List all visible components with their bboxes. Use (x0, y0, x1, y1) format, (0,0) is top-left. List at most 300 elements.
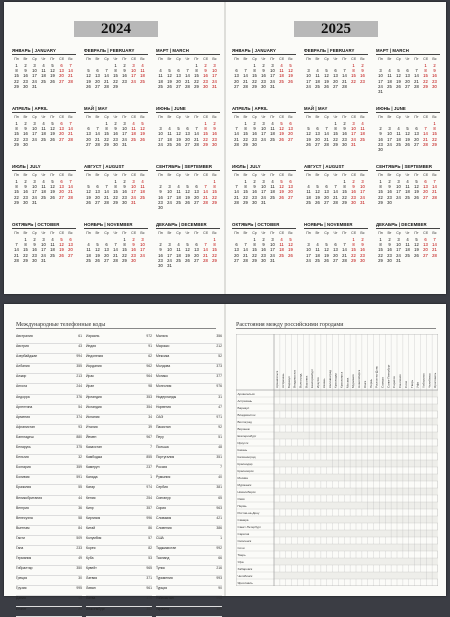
month-title: СЕНТЯБРЬ | SEPTEMBER (156, 164, 220, 171)
phone-code-row (16, 496, 82, 506)
day-cell: 25 (41, 136, 46, 142)
day-cell: 4 (307, 184, 310, 190)
day-cell: 12 (279, 126, 284, 132)
day-cell: 30 (113, 141, 118, 147)
country-code: 963 (216, 505, 222, 510)
day-cell: 26 (324, 257, 329, 263)
day-cell: 22 (378, 252, 383, 258)
country-code: 244 (76, 384, 82, 389)
day-cell: 1 (424, 63, 427, 68)
country-name: Молдова (156, 364, 171, 369)
country-code: 7 (150, 445, 152, 450)
day-cell: 11 (405, 242, 410, 248)
country-name: Таиланд (156, 556, 170, 561)
phone-code-row (156, 344, 222, 354)
city-col-label: Астрахань (280, 373, 285, 388)
day-cell: 20 (333, 252, 338, 258)
month-title: ФЕВРАЛЬ | FEBRUARY (304, 48, 368, 55)
day-cell: 7 (433, 237, 436, 242)
month-block (376, 48, 440, 94)
day-cell: 20 (95, 78, 100, 84)
day-cell: 17 (167, 194, 172, 200)
city-col-label: Омск (362, 380, 367, 388)
city-row-label: Воронеж (237, 427, 250, 432)
day-cell: 17 (122, 131, 127, 137)
day-cell: 6 (235, 242, 238, 248)
day-cell: 28 (113, 257, 118, 263)
country-name: Венесуэла (16, 515, 33, 520)
day-cell: 12 (315, 189, 320, 195)
day-cell: 7 (105, 184, 108, 190)
month-title: ИЮНЬ | JUNE (156, 106, 220, 113)
day-cell: 28 (234, 199, 239, 205)
day-cell: 14 (234, 131, 239, 137)
country-name: Пакистан (156, 424, 171, 429)
country-code: 65 (218, 495, 222, 500)
weekday-header: Пн Вт Ср Чт Пт Сб Вс (306, 115, 365, 119)
day-cell: 25 (270, 194, 275, 200)
day-cell: 3 (262, 179, 265, 184)
day-cell: 25 (306, 199, 311, 205)
weekday-header: Пн Вт Ср Чт Пт Сб Вс (158, 173, 217, 177)
day-cell: 10 (131, 68, 136, 74)
day-cell: 31 (396, 257, 401, 263)
day-cell: 11 (279, 242, 284, 248)
day-cell: 30 (261, 83, 266, 89)
day-cell: 24 (387, 141, 392, 147)
weekday-header: Пн Вт Ср Чт Пт Сб Вс (306, 57, 365, 61)
month-block (304, 106, 368, 147)
city-col-label: Хабаровск (421, 373, 426, 388)
day-grid (232, 121, 296, 147)
phone-code-row (16, 576, 82, 586)
day-cell: 6 (289, 179, 292, 184)
country-code: 98 (148, 384, 152, 389)
day-grid (12, 63, 76, 89)
city-col-label: Владивосток (292, 370, 297, 388)
day-cell: 22 (252, 78, 257, 84)
day-cell: 19 (414, 189, 419, 195)
day-cell: 13 (176, 73, 181, 79)
country-code: 43 (78, 344, 82, 349)
country-name: Киргизия (86, 515, 101, 520)
month-title: ЯНВАРЬ | JANUARY (232, 48, 296, 55)
day-cell: 9 (159, 247, 162, 253)
day-cell: 10 (261, 126, 266, 132)
day-cell: 4 (42, 179, 45, 184)
month-block (84, 222, 148, 263)
day-cell: 1 (379, 237, 382, 242)
country-name: Турция (156, 586, 168, 591)
day-cell: 1 (114, 179, 117, 184)
day-cell: 15 (351, 73, 356, 79)
day-cell: 30 (252, 141, 257, 147)
country-name: Аргентина (16, 404, 33, 409)
country-name: Сингапур (156, 495, 171, 500)
country-code: 967 (146, 434, 152, 439)
country-name: Германия (16, 556, 32, 561)
month-block (376, 222, 440, 263)
day-cell: 3 (159, 126, 162, 132)
day-cell: 14 (414, 73, 419, 79)
day-cell: 22 (243, 136, 248, 142)
day-cell: 17 (261, 131, 266, 137)
day-cell: 13 (405, 73, 410, 79)
day-cell: 2 (24, 179, 27, 184)
city-row-label: Смоленск (237, 539, 252, 544)
city-col-label: Самара (380, 377, 385, 388)
day-cell: 8 (253, 242, 256, 248)
country-code: 91 (148, 344, 152, 349)
country-code: 386 (216, 525, 222, 530)
day-cell: 6 (316, 126, 319, 132)
phone-code-row (16, 506, 82, 516)
weekday-header: Пн Вт Ср Чт Пт Сб Вс (86, 231, 145, 235)
day-cell: 21 (194, 136, 199, 142)
day-cell: 30 (252, 199, 257, 205)
day-cell: 22 (14, 136, 19, 142)
day-cell: 29 (104, 141, 109, 147)
day-cell: 17 (131, 73, 136, 79)
month-block (376, 106, 440, 152)
country-code: 381 (216, 485, 222, 490)
day-cell: 2 (114, 121, 117, 126)
day-grid (376, 121, 440, 152)
phone-code-row (16, 546, 82, 556)
day-cell: 15 (243, 131, 248, 137)
day-cell: 23 (32, 252, 37, 258)
day-cell: 7 (69, 179, 72, 184)
day-cell: 18 (41, 73, 46, 79)
day-cell: 21 (113, 252, 118, 258)
day-cell: 28 (243, 83, 248, 89)
phone-code-row (86, 334, 152, 344)
city-row-label: Омск (237, 497, 245, 502)
country-name: Колумбия (86, 535, 102, 540)
day-cell: 13 (104, 247, 109, 253)
day-cell: 16 (387, 247, 392, 253)
month-block (12, 164, 76, 205)
day-cell: 15 (378, 247, 383, 253)
country-name: Бангладеш (16, 434, 34, 439)
country-code: 53 (148, 556, 152, 561)
day-cell: 22 (423, 78, 428, 84)
phone-code-row (156, 556, 222, 566)
phone-code-row (86, 374, 152, 384)
day-cell: 10 (32, 184, 37, 190)
day-cell: 13 (59, 68, 64, 74)
day-cell: 5 (316, 184, 319, 190)
month-title: АВГУСТ | AUGUST (304, 164, 368, 171)
day-cell: 21 (234, 194, 239, 200)
country-code: 509 (76, 535, 82, 540)
day-cell: 19 (140, 131, 145, 137)
day-cell: 28 (203, 257, 208, 263)
day-cell: 13 (194, 189, 199, 195)
day-cell: 13 (315, 131, 320, 137)
day-cell: 19 (167, 78, 172, 84)
country-name: Словения (156, 525, 172, 530)
day-cell: 4 (316, 242, 319, 248)
city-col-label: Архангельск (275, 370, 280, 388)
day-cell: 27 (194, 257, 199, 263)
phone-code-row (156, 526, 222, 536)
day-cell: 9 (361, 242, 364, 248)
day-cell: 25 (279, 78, 284, 84)
day-cell: 16 (113, 131, 118, 137)
day-grid (376, 237, 440, 263)
day-grid (232, 179, 296, 205)
country-code: 355 (76, 364, 82, 369)
phone-codes-column (86, 334, 152, 617)
phone-code-row (16, 607, 82, 617)
day-cell: 17 (41, 247, 46, 253)
day-cell: 14 (333, 189, 338, 195)
phone-codes-column (16, 334, 82, 617)
day-cell: 15 (14, 131, 19, 137)
day-cell: 25 (176, 257, 181, 263)
day-cell: 2 (253, 121, 256, 126)
country-name: Нидерланды (156, 394, 177, 399)
table-row-band (274, 572, 438, 579)
day-cell: 16 (252, 189, 257, 195)
day-cell: 11 (306, 189, 311, 195)
month-block (232, 164, 296, 205)
country-code: 373 (216, 364, 222, 369)
weekday-header: Пн Вт Ср Чт Пт Сб Вс (158, 115, 217, 119)
day-cell: 6 (186, 126, 189, 132)
day-cell: 3 (361, 179, 364, 184)
country-name: Ангола (16, 384, 27, 389)
country-name: Исландия (86, 404, 102, 409)
day-cell: 21 (414, 78, 419, 84)
day-cell: 20 (405, 78, 410, 84)
day-cell: 5 (397, 68, 400, 74)
day-cell: 6 (334, 242, 337, 248)
month-title: ИЮЛЬ | JULY (232, 164, 296, 171)
day-cell: 10 (351, 126, 356, 132)
day-cell: 19 (315, 194, 320, 200)
country-name: Вьетнам (16, 525, 30, 530)
day-cell: 28 (68, 136, 73, 142)
day-cell: 19 (185, 252, 190, 258)
city-row-label: Москва (237, 476, 248, 481)
day-cell: 29 (212, 199, 217, 205)
day-cell: 28 (234, 141, 239, 147)
day-cell: 19 (288, 73, 293, 79)
phone-code-row (86, 364, 152, 374)
phone-code-row (86, 566, 152, 576)
day-cell: 1 (253, 63, 256, 68)
day-grid (12, 179, 76, 205)
day-cell: 23 (122, 78, 127, 84)
day-cell: 14 (432, 184, 437, 190)
day-cell: 12 (396, 73, 401, 79)
phone-code-row (86, 405, 152, 415)
day-cell: 17 (351, 131, 356, 137)
day-cell: 23 (378, 141, 383, 147)
day-cell: 6 (235, 68, 238, 74)
country-name: Алжир (16, 374, 27, 379)
day-cell: 3 (168, 242, 171, 248)
phone-code-row (86, 384, 152, 394)
day-cell: 26 (288, 252, 293, 258)
city-row-label: Хабаровск (237, 567, 253, 572)
country-name: Мальта (156, 334, 168, 338)
weekday-header: Пн Вт Ср Чт Пт Сб Вс (14, 231, 73, 235)
day-cell: 8 (244, 126, 247, 132)
phone-code-row (16, 516, 82, 526)
day-cell: 1 (244, 179, 247, 184)
day-cell: 4 (141, 179, 144, 184)
day-cell: 16 (342, 131, 347, 137)
day-cell: 11 (176, 189, 181, 195)
country-name: Иран (86, 384, 95, 389)
day-cell: 20 (324, 194, 329, 200)
day-cell: 20 (194, 252, 199, 258)
day-cell: 7 (433, 179, 436, 184)
day-cell: 23 (351, 194, 356, 200)
phone-code-row (86, 607, 152, 617)
day-cell: 23 (432, 78, 437, 84)
country-code: 54 (78, 404, 82, 409)
day-cell: 29 (194, 83, 199, 89)
day-cell: 22 (333, 136, 338, 142)
day-cell: 18 (167, 136, 172, 142)
day-cell: 25 (140, 194, 145, 200)
day-cell: 20 (59, 131, 64, 137)
country-name: Иордания (86, 364, 102, 369)
day-cell: 23 (261, 252, 266, 258)
country-code: 233 (76, 545, 82, 550)
day-cell: 10 (32, 68, 37, 74)
phone-code-row (156, 354, 222, 364)
city-row-label: Архангельск (237, 392, 255, 397)
day-cell: 8 (24, 242, 27, 248)
day-cell: 9 (262, 242, 265, 248)
day-cell: 14 (68, 68, 73, 74)
day-cell: 2 (433, 63, 436, 68)
day-cell: 27 (86, 141, 91, 147)
day-cell: 5 (186, 184, 189, 190)
day-cell: 15 (113, 73, 118, 79)
day-cell: 1 (352, 63, 355, 68)
day-cell: 15 (23, 247, 28, 253)
country-code: 995 (76, 586, 82, 591)
day-cell: 9 (24, 184, 27, 190)
day-cell: 28 (324, 141, 329, 147)
month-title: МАЙ | MAY (304, 106, 368, 113)
day-cell: 10 (167, 247, 172, 253)
country-name: Грузия (16, 586, 27, 591)
day-cell: 8 (352, 242, 355, 248)
city-row-label: Ярославль (237, 581, 253, 586)
day-cell: 24 (32, 78, 37, 84)
day-cell: 7 (195, 126, 198, 132)
day-cell: 30 (122, 199, 127, 205)
day-cell: 3 (213, 63, 216, 68)
country-code: 356 (216, 334, 222, 338)
day-cell: 21 (342, 252, 347, 258)
city-row-label: Ростов-на-Дону (237, 511, 260, 516)
day-cell: 23 (131, 252, 136, 258)
phone-code-row (16, 485, 82, 495)
phone-code-row (156, 405, 222, 415)
day-cell: 19 (279, 131, 284, 137)
day-cell: 1 (105, 121, 108, 126)
day-cell: 24 (122, 136, 127, 142)
weekday-header: Пн Вт Ср Чт Пт Сб Вс (86, 57, 145, 61)
day-cell: 20 (234, 252, 239, 258)
day-cell: 18 (396, 136, 401, 142)
day-cell: 21 (68, 73, 73, 79)
day-cell: 20 (288, 131, 293, 137)
day-cell: 20 (423, 247, 428, 253)
day-cell: 8 (424, 68, 427, 74)
calendar-page-2024 (6, 2, 224, 294)
day-cell: 27 (68, 252, 73, 258)
day-cell: 5 (307, 126, 310, 132)
phone-code-row (156, 334, 222, 344)
day-cell: 15 (194, 73, 199, 79)
phone-code-row (156, 395, 222, 405)
day-cell: 15 (104, 131, 109, 137)
day-cell: 27 (423, 194, 428, 200)
phone-code-row (156, 566, 222, 576)
day-cell: 12 (176, 131, 181, 137)
day-cell: 21 (68, 131, 73, 137)
day-cell: 28 (194, 141, 199, 147)
day-cell: 27 (324, 199, 329, 205)
city-row-label: Калининград (237, 455, 256, 460)
day-grid (304, 63, 368, 89)
weekday-header: Пн Вт Ср Чт Пт Сб Вс (234, 115, 293, 119)
day-cell: 3 (123, 121, 126, 126)
day-cell: 28 (14, 257, 19, 263)
day-cell: 20 (315, 136, 320, 142)
country-name: Кения (86, 495, 96, 500)
day-cell: 21 (432, 189, 437, 195)
country-name: Латвия (86, 576, 98, 581)
day-cell: 23 (212, 136, 217, 142)
phone-code-row (156, 607, 222, 617)
day-cell: 4 (271, 179, 274, 184)
day-cell: 23 (387, 194, 392, 200)
day-cell: 26 (50, 194, 55, 200)
weekday-header: Пн Вт Ср Чт Пт Сб Вс (158, 57, 217, 61)
country-code: 974 (146, 485, 152, 490)
day-cell: 13 (86, 131, 91, 137)
day-cell: 22 (212, 194, 217, 200)
day-cell: 18 (387, 78, 392, 84)
day-cell: 12 (279, 184, 284, 190)
day-cell: 2 (213, 121, 216, 126)
day-cell: 18 (405, 247, 410, 253)
day-cell: 1 (213, 179, 216, 184)
day-cell: 14 (324, 131, 329, 137)
day-cell: 14 (194, 131, 199, 137)
day-cell: 9 (253, 126, 256, 132)
country-code: 36 (78, 505, 82, 510)
city-col-label: Калининград (327, 369, 332, 388)
day-cell: 20 (194, 194, 199, 200)
day-cell: 30 (131, 257, 136, 263)
country-name: Португалия (156, 455, 175, 460)
phone-code-row (156, 485, 222, 495)
day-cell: 18 (176, 252, 181, 258)
day-cell: 23 (387, 252, 392, 258)
day-grid (84, 121, 148, 147)
